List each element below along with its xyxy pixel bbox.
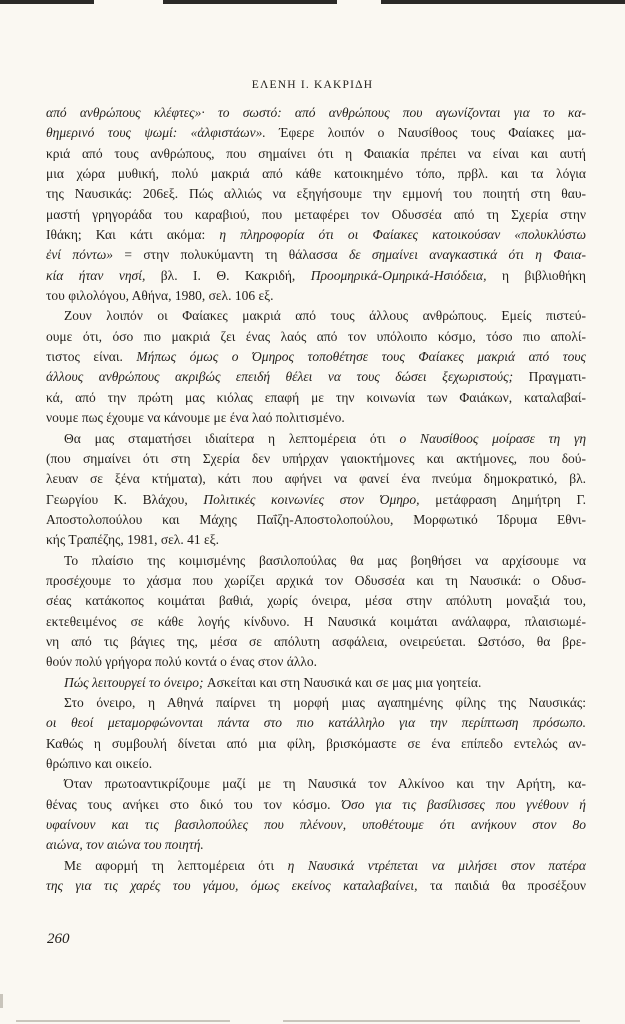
text-line (46, 490, 586, 510)
paragraph (46, 429, 586, 551)
text-line (46, 612, 586, 632)
page-number: 260 (47, 931, 70, 947)
text-segment: μετάφραση Δημήτρη Γ. (435, 491, 586, 507)
text-segment: η βιβλιοθήκη (501, 267, 586, 283)
text-segment: τιστος είναι. (46, 349, 137, 365)
text-segment: Όσο για τις βασίλισσες που γνέθουν ή (341, 796, 586, 812)
text-segment: Καθώς η συμβουλή δίνεται από μια φίλη, βρισκόμαστε σε ένα επίπεδο εντελώς αν- (46, 735, 586, 751)
text-line (46, 856, 586, 876)
text-line (46, 713, 586, 733)
text-segment: ἐνί πόντω» (46, 247, 125, 263)
text-segment: θένας τους ανήκει στο δικό του τον κόσμο. (46, 796, 342, 812)
text-segment: βλ. Ι. Θ. Κακριδή, (160, 267, 311, 283)
text-segment: η πληροφορία ότι οι Φαίακες κατοικούσαν «πολυκλύστω (219, 227, 586, 243)
text-line (46, 144, 586, 164)
text-segment: τα παιδιά θα προσέξουν (429, 878, 586, 894)
text-segment: αιώνα, τον αιώνα του ποιητή. (46, 837, 204, 853)
text-segment: θούν πολύ γρήγορα πολύ κοντά ο ένας στον άλλο. (46, 654, 318, 670)
text-segment: προσέχουμε το χάσμα που χωρίζει αρχικά τον Οδυσσέα και τη Ναυσικά: ο Οδυσ- (46, 572, 586, 588)
scan-artifact-top-middle (163, 0, 337, 4)
scan-artifact-top-right (381, 0, 625, 4)
paragraph (46, 693, 586, 774)
text-segment: Γεωργίου Κ. Βλάχου, (46, 491, 204, 507)
text-line (46, 591, 586, 611)
text-segment: σέας κατάκοπος κοιμάται βαθιά, χωρίς όνειρα, μέσα στην απόλυτη μοναξιά του, (46, 593, 586, 609)
text-segment: Προομηρικά-Ομηρικά-Ησιόδεια, (310, 267, 502, 283)
text-segment: δε σημαίνει αναγκαστικά ότι η Φαια- (348, 247, 586, 263)
text-segment: άλλους ανθρώπους ακριβώς επειδή θέλει να τους δώσει ξεχωριστούς; (46, 369, 529, 385)
text-segment: θημερινό τους ψωμί: «ἀλφιστάων». (46, 125, 280, 141)
text-segment: Έφερε λοιπόν ο Ναυσίθοος τους Φαίακες μα- (279, 125, 586, 141)
text-line (46, 510, 586, 530)
text-line (46, 347, 586, 367)
scan-artifact-bottom-right (283, 1020, 580, 1022)
text-line (46, 225, 586, 245)
text-segment: (που σημαίνει ότι στη Σχερία δεν υπήρχαν γαιοκτήμονες και ακτήμονες, που δού- (46, 450, 586, 466)
text-line (46, 367, 586, 387)
text-segment: κία ήταν νησί, (46, 267, 161, 283)
running-header: ΕΛΕΝΗ Ι. ΚΑΚΡΙΔΗ (251, 79, 374, 91)
text-segment: κά, από την πρώτη μας κιόλας επαφή με την κοινωνία των Φαιάκων, καταλαβαί- (46, 389, 586, 405)
text-line (46, 530, 586, 550)
text-segment: = στην πολυκύμαντη τη θάλασσα (124, 247, 349, 263)
text-line (46, 571, 586, 591)
text-line (46, 815, 586, 835)
text-segment: Πώς λειτουργεί το όνειρο; (64, 674, 207, 690)
text-segment: Ιθάκη; Και κάτι ακόμα: (46, 227, 220, 243)
text-line (46, 754, 586, 774)
text-line (46, 551, 586, 571)
text-segment: ο Ναυσίθοος μοίρασε τη γη (399, 430, 586, 446)
text-line (46, 429, 586, 449)
text-line (46, 205, 586, 225)
text-segment: Αποστολοπούλου και Μάχης Παΐζη-Αποστολοπούλου, Μορφωτικό Ίδρυμα Εθνι- (46, 511, 586, 527)
text-segment: υφαίνουν και τις βασιλοπούλες που πλένουν, υποθέτουμε ότι ανήκουν στον 8ο (46, 817, 586, 833)
text-segment: Το πλαίσιο της κοιμισμένης βασιλοπούλας θα μας βοηθήσει να αρχίσουμε να (64, 552, 586, 568)
text-segment: κής Τραπέζης, 1981, σελ. 41 εξ. (46, 532, 220, 548)
text-line (46, 693, 586, 713)
text-line (46, 164, 586, 184)
paragraph (46, 856, 586, 897)
text-line (46, 469, 586, 489)
text-line (46, 408, 586, 428)
paragraph (46, 551, 586, 673)
scan-artifact-bottom-left (16, 1020, 230, 1022)
text-line (46, 327, 586, 347)
text-line (46, 632, 586, 652)
text-segment: Ζουν λοιπόν οι Φαίακες μακριά από τους άλλους ανθρώπους. Εμείς πιστεύ- (64, 308, 586, 324)
paragraph (46, 774, 586, 855)
text-segment: της για τις χαρές του γάμου, όμως εκείνος καταλαβαίνει, (46, 878, 430, 894)
text-segment: Στο όνειρο, η Αθηνά παίρνει τη μορφή μιας αγαπημένης φίλης της Ναυσικάς: (64, 694, 586, 710)
text-segment: εκτεθειμένος σε κάθε λογής κίνδυνο. Η Ναυσικά κοιμάται ανάλαφρα, πλαισιωμέ- (46, 613, 586, 629)
text-segment: Πολιτικές κοινωνίες στον Όμηρο, (203, 491, 436, 507)
text-segment: Με αφορμή τη λεπτομέρεια ότι (64, 857, 288, 873)
text-line (46, 123, 586, 143)
text-segment: ουμε ότι, όσο πιο μακριά ζει ένας λαός από τον υπόλοιπο κόσμο, τόσο πιο απολί- (46, 328, 586, 344)
paragraph (46, 673, 586, 693)
text-segment: οι θεοί μεταμορφώνονται πάντα στο πιο κατάλληλο για την περίπτωση πρόσωπο. (46, 715, 586, 731)
text-segment: Ασκείται και στη Ναυσικά και σε μας μια γοητεία. (206, 674, 482, 690)
text-block (46, 103, 586, 896)
text-segment: της Ναυσικάς: 206εξ. Πώς αλλιώς να εξηγήσουμε την εμμονή του ποιητή στη θαυ- (46, 186, 586, 202)
text-line (46, 652, 586, 672)
text-segment: κριά από τους ανθρώπους, που σημαίνει ότι η Φαιακία πρέπει να είναι και αυτή (46, 145, 586, 161)
text-line (46, 449, 586, 469)
text-line (46, 103, 586, 123)
text-line (46, 245, 586, 265)
text-segment: Πραγματι- (528, 369, 586, 385)
text-segment: θρώπινο και οικείο. (46, 756, 153, 771)
text-segment: Μήπως όμως ο Όμηρος τοποθέτησε τους Φαίακες μακριά από τους (136, 349, 586, 365)
text-line (46, 774, 586, 794)
text-segment: Όταν πρωτοαντικρίζουμε μαζί με τη Ναυσικά τον Αλκίνοο και την Αρήτη, κα- (64, 776, 586, 792)
paragraph (46, 103, 586, 306)
text-line (46, 286, 586, 306)
text-segment: η Ναυσικά ντρέπεται να μιλήσει στον πατέρα (287, 857, 586, 873)
text-line (46, 734, 586, 754)
text-segment: νη από τις βάγιες της, μέσα σε απόλυτη ασφάλεια, ονειρεύεται. Ωστόσο, θα βρε- (46, 633, 586, 649)
scan-artifact-top-left (0, 0, 94, 4)
text-line (46, 266, 586, 286)
text-segment: από ανθρώπους κλέφτες»· το σωστό: από ανθρώπους που αγωνίζονται για το κα- (46, 105, 586, 120)
text-line (46, 306, 586, 326)
scan-artifact-left-edge (0, 994, 3, 1008)
text-line (46, 876, 586, 896)
text-line (46, 184, 586, 204)
text-segment: νουμε πως έχουμε να κάνουμε με ένα λαό πολιτισμένο. (46, 410, 345, 426)
text-line (46, 388, 586, 408)
text-segment: Θα μας σταματήσει ιδιαίτερα η λεπτομέρεια ότι (64, 430, 400, 446)
text-line (46, 673, 586, 693)
text-segment: λευαν σε ξένα κτήματα), κάτι που αφήνει να φανεί ένα πνεύμα δημοκρατικό, βλ. (46, 471, 586, 487)
text-segment: μια χώρα μυθική, πολύ μακριά από κάθε κατοικημένο τόπο, πρβλ. και τα λόγια (46, 166, 586, 182)
text-segment: του φιλολόγου, Αθήνα, 1980, σελ. 106 εξ. (46, 288, 274, 304)
text-segment: μαστή γρηγοράδα του καραβιού, που μεταφέρει τον Οδυσσέα από τη Σχερία στην (46, 206, 586, 222)
text-line (46, 835, 586, 855)
paragraph (46, 306, 586, 428)
text-line (46, 795, 586, 815)
